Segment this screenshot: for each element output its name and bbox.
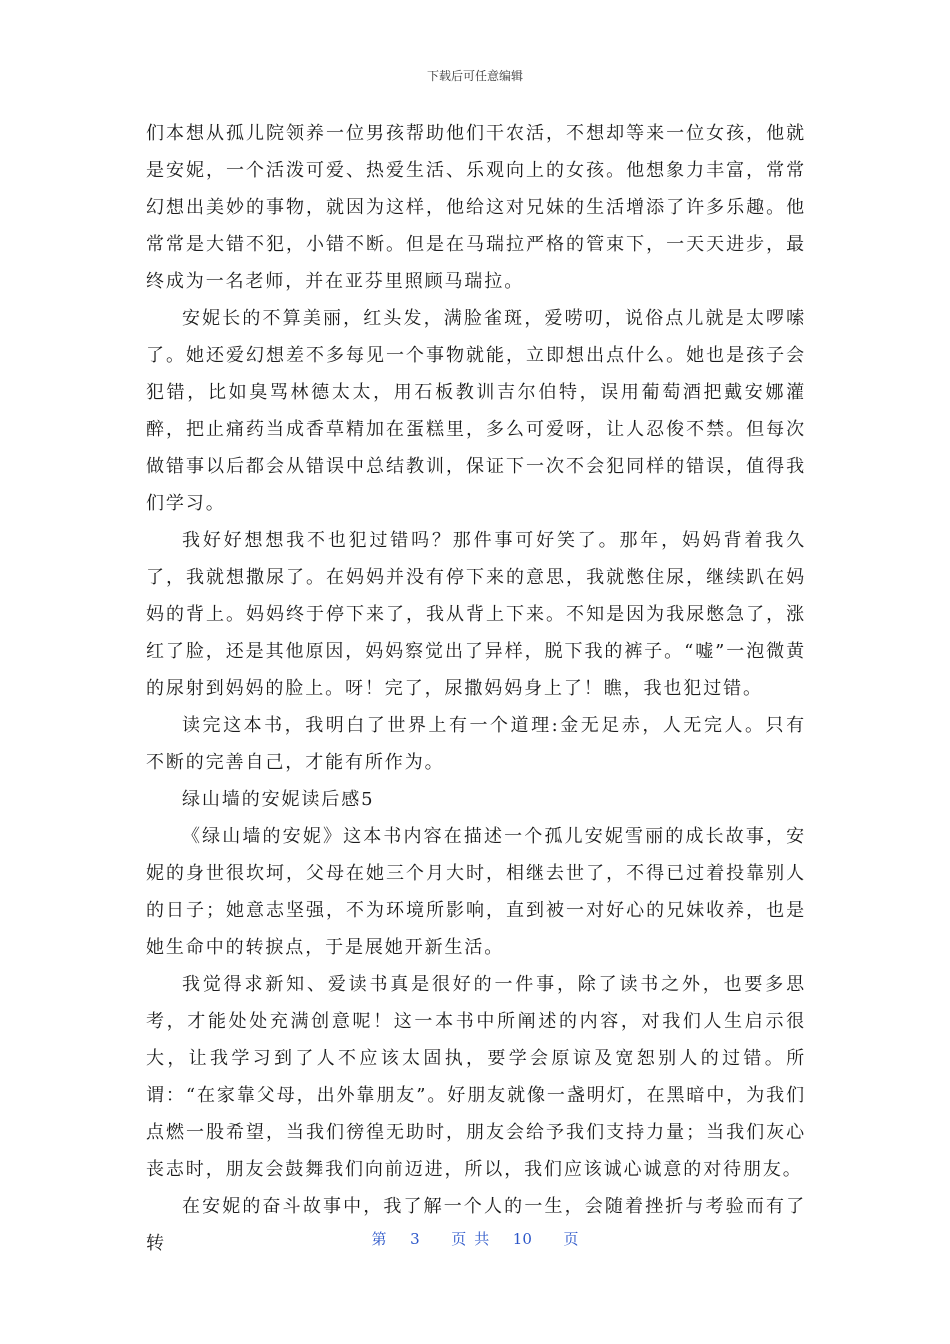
section-heading: 绿山墙的安妮读后感5 [182,789,375,810]
paragraph: 安妮长的不算美丽，红头发，满脸雀斑，爱唠叨，说俗点儿就是太啰嗦了。她还爱幻想差不多每见一个事物就能，立即想出点什么。她也是孩子会犯错，比如臭骂林德太太，用石板教训吉尔伯特，误用葡萄酒把戴安娜灌醉，把止痛药当成香草精加在蛋糕里，多么可爱呀，让人忍俊不禁。但每次做错事以后都会从错误中总结教训，保证下一次不会犯同样的错误，值得我们学习。 [146,308,806,514]
footer-suffix: 页 [563,1230,579,1248]
paragraph: 我觉得求新知、爱读书真是很好的一件事，除了读书之外，也要多思考，才能处处充满创意呢！这一本书中所阐述的内容，对我们人生启示很大，让我学习到了人不应该太固执，要学会原谅及宽恕别人的过错。所谓：“在家靠父母，出外靠朋友”。好朋友就像一盏明灯，在黑暗中，为我们点燃一股希望，当我们徬徨无助时，朋友会给予我们支持力量；当我们灰心丧志时，朋友会鼓舞我们向前迈进，所以，我们应该诚心诚意的对待朋友。 [146,974,806,1180]
paragraph-continued: 们本想从孤儿院领养一位男孩帮助他们干农活，不想却等来一位女孩，他就是安妮，一个活泼可爱、热爱生活、乐观向上的女孩。他想象力丰富，常常幻想出美妙的事物，就因为这样，他给这对兄妹的生活增添了许多乐趣。他常常是大错不犯，小错不断。但是在马瑞拉严格的管束下，一天天进步，最终成为一名老师，并在亚芬里照顾马瑞拉。 [146,123,806,292]
paragraph: 我好好想想我不也犯过错吗？那件事可好笑了。那年，妈妈背着我久了，我就想撒尿了。在妈妈并没有停下来的意思，我就憋住尿，继续趴在妈妈的背上。妈妈终于停下来了，我从背上下来。不知是因为我尿憋急了，涨红了脸，还是其他原因，妈妈察觉出了异样，脱下我的裤子。“嘘”一泡微黄的尿射到妈妈的脸上。呀！完了，尿撒妈妈身上了！瞧，我也犯过错。 [146,530,806,699]
body-text [146,115,806,1262]
total-pages-number: 10 [512,1230,532,1248]
footer-middle: 页共 [451,1230,498,1248]
footer-prefix: 第 [371,1230,387,1248]
page-header: 下载后可任意编辑 [426,69,523,83]
paragraph: 《绿山墙的安妮》这本书内容在描述一个孤儿安妮雪丽的成长故事，安妮的身世很坎坷，父母在她三个月大时，相继去世了，不得已过着投靠别人的日子；她意志坚强，不为环境所影响，直到被一对好心的兄妹收养，也是她生命中的转捩点，于是展她开新生活。 [146,826,806,958]
current-page-number: 3 [410,1230,420,1248]
page-footer [0,1228,950,1249]
paragraph: 在安妮的奋斗故事中，我了解一个人的一生，会随着挫折与考验而有了转 [146,1196,806,1254]
paragraph: 读完这本书，我明白了世界上有一个道理:金无足赤，人无完人。只有不断的完善自己，才能有所作为。 [146,715,806,773]
